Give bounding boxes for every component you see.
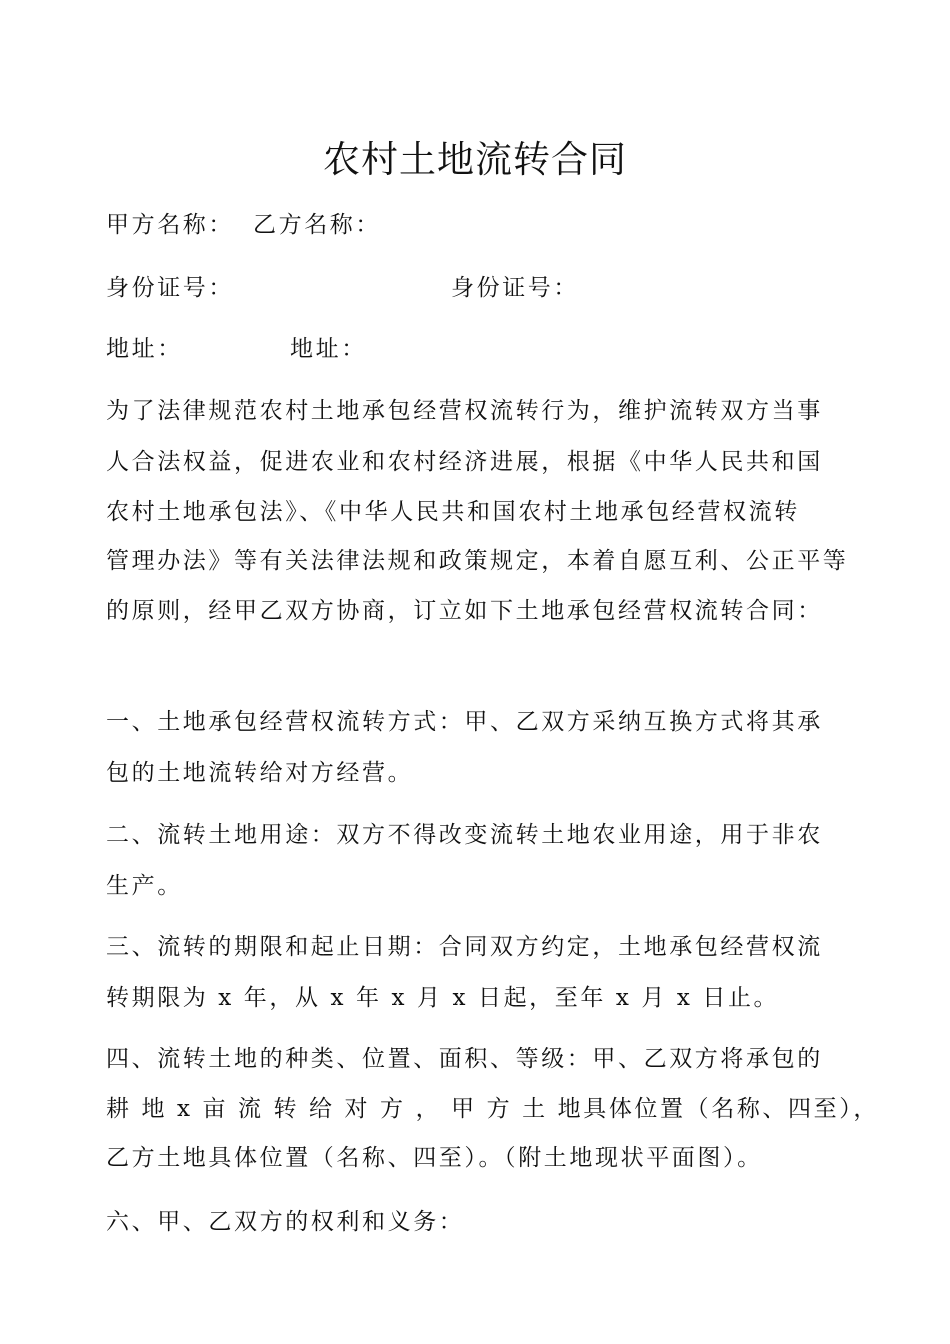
clause-line: 二、流转土地用途：双方不得改变流转土地农业用途，用于非农 xyxy=(106,822,823,848)
party-b-name-label: 乙方名称： xyxy=(253,212,381,238)
party-b-address-label: 地址： xyxy=(290,336,367,362)
clause-line: 耕 地 x 亩 流 转 给 对 方 ， 甲 方 土 地具体位置（名称、四至）， xyxy=(106,1096,879,1122)
clause-6-heading: 六、甲、乙双方的权利和义务： xyxy=(106,1209,465,1235)
preamble-line: 管理办法》等有关法律法规和政策规定，本着自愿互利、公正平等 xyxy=(106,548,849,574)
preamble-line: 农村土地承包法》、《中华人民共和国农村土地承包经营权流转 xyxy=(106,499,800,525)
clause-line: 四、流转土地的种类、位置、面积、等级：甲、乙双方将承包的 xyxy=(106,1046,823,1072)
document-title: 农村土地流转合同 xyxy=(323,138,627,181)
clause-line: 三、流转的期限和起止日期：合同双方约定，土地承包经营权流 xyxy=(106,934,823,960)
clause-line: 一、土地承包经营权流转方式：甲、乙双方采纳互换方式将其承 xyxy=(106,709,823,735)
clause-line: 包的土地流转给对方经营。 xyxy=(106,760,414,786)
preamble-line: 的原则，经甲乙双方协商，订立如下土地承包经营权流转合同： xyxy=(106,598,823,624)
party-a-name-label: 甲方名称： xyxy=(106,212,234,238)
clause-line: 转期限为 x 年，从 x 年 x 月 x 日起，至年 x 月 x 日止。 xyxy=(106,985,780,1011)
clause-line: 生产。 xyxy=(106,873,183,899)
preamble-line: 人合法权益，促进农业和农村经济进展，根据《中华人民共和国 xyxy=(106,449,823,475)
party-a-id-label: 身份证号： xyxy=(106,275,234,301)
party-a-address-label: 地址： xyxy=(106,336,183,362)
party-b-id-label: 身份证号： xyxy=(451,275,579,301)
clause-line: 乙方土地具体位置（名称、四至）。（附土地现状平面图）。 xyxy=(106,1145,763,1171)
preamble-line: 为了法律规范农村土地承包经营权流转行为，维护流转双方当事 xyxy=(106,398,823,424)
